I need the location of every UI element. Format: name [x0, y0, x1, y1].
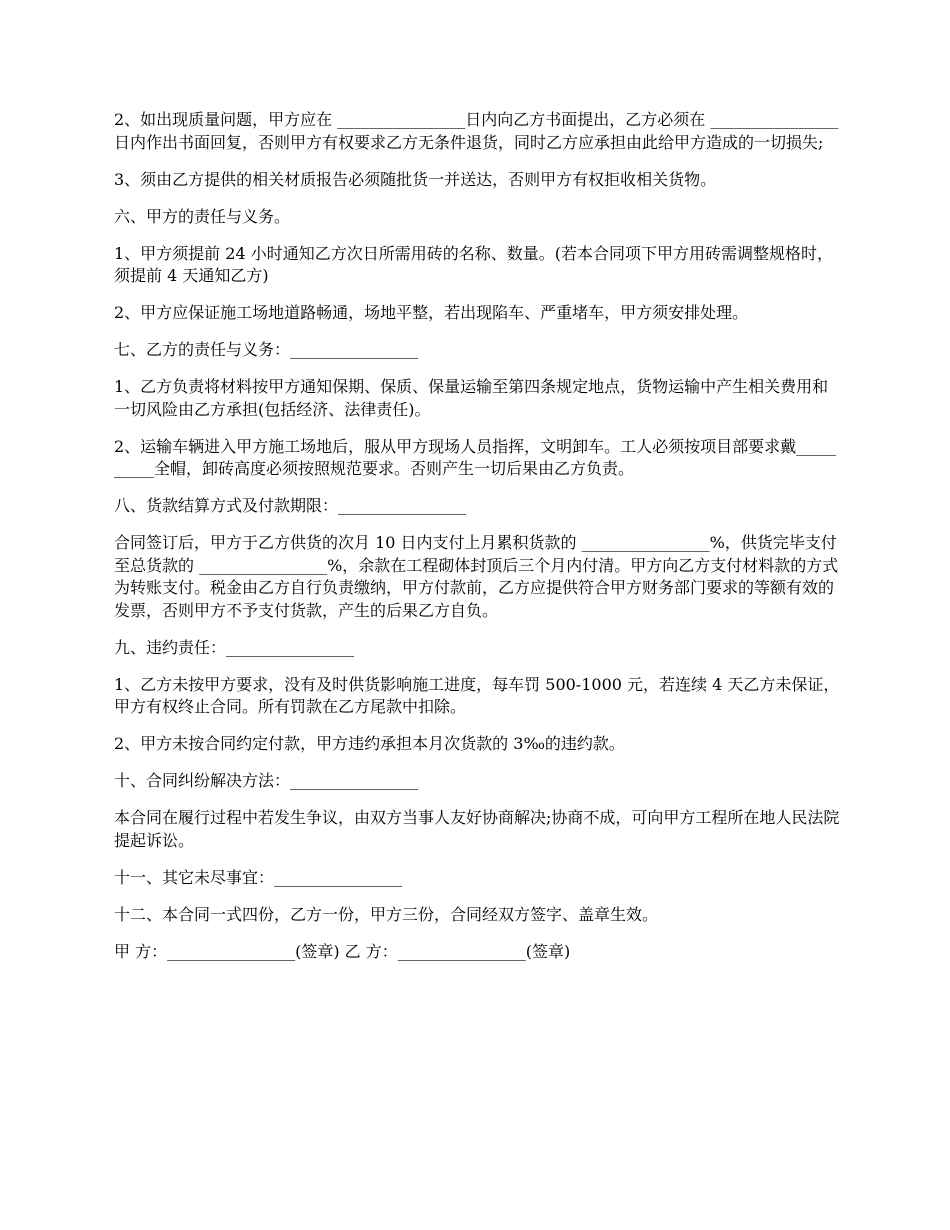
- clause-copies: 十二、本合同一式四份，乙方一份，甲方三份，合同经双方签字、盖章生效。: [114, 904, 659, 924]
- section-heading-disputes: 十、合同纠纷解决方法：________________: [114, 771, 419, 790]
- signature-line: 甲 方：________________(签章) 乙 方：________________(签章): [114, 941, 571, 961]
- clause-supplier-penalty: 1、乙方未按甲方要求，没有及时供货影响施工进度，每车罚 500-1000 元，若连续 4 天乙方未保证，甲方有权终止合同。所有罚款在乙方尾款中扣除。: [114, 674, 840, 716]
- clause-buyer-penalty: 2、甲方未按合同约定付款，甲方违约承担本月次货款的 3‰的违约款。: [114, 734, 625, 753]
- clause-material-report: 3、须由乙方提供的相关材质报告必须随批货一并送达，否则甲方有权拒收相关货物。: [114, 169, 717, 189]
- clause-advance-notice: 1、甲方须提前 24 小时通知乙方次日所需用砖的名称、数量。(若本合同项下甲方用砖需调整规格时，须提前 4 天通知乙方): [114, 243, 833, 285]
- section-heading-liability: 九、违约责任：________________: [114, 637, 355, 657]
- contract-page: [114, 109, 844, 978]
- section-heading-party-a-duties: 六、甲方的责任与义务。: [114, 206, 291, 226]
- section-heading-payment: 八、货款结算方式及付款期限：________________: [114, 496, 467, 515]
- clause-payment-terms: 合同签订后，甲方于乙方供货的次月 10 日内支付上月累积货款的 ________________%，供货完毕支付至总货款的 ________________%，余款在工程砌体封顶后三个月内付清。甲方向乙方支付材料款的方式为转账支付。税金由乙方自行负责缴纳，甲方付款前，乙方应提供符合甲方财务部门要求的等额有效的发票，否则甲方不予支付货款，产生的后果乙方自负。: [114, 533, 839, 620]
- section-heading-other-matters: 十一、其它未尽事宜：________________: [114, 867, 403, 887]
- clause-dispute-resolution: 本合同在履行过程中若发生争议，由双方当事人友好协商解决;协商不成，可向甲方工程所在地人民法院提起诉讼。: [114, 808, 840, 850]
- clause-transport: 1、乙方负责将材料按甲方通知保期、保质、保量运输至第四条规定地点，货物运输中产生相关费用和一切风险由乙方承担(包括经济、法律责任)。: [114, 377, 829, 419]
- section-heading-party-b-duties: 七、乙方的责任与义务：________________: [114, 340, 419, 359]
- clause-unloading: 2、运输车辆进入甲方施工场地后，服从甲方现场人员指挥，文明卸车。工人必须按项目部要求戴__________全帽，卸砖高度必须按照规范要求。否则产生一切后果由乙方负责。: [114, 436, 837, 478]
- clause-quality-issue: 2、如出现质量问题，甲方应在 ________________日内向乙方书面提出，乙方必须在 ________________日内作出书面回复，否则甲方有权要求乙方无条件退货，同时乙方应承担由此给甲方造成的一切损失;: [114, 110, 839, 152]
- clause-site-access: 2、甲方应保证施工场地道路畅通，场地平整，若出现陷车、严重堵车，甲方须安排处理。: [114, 303, 749, 322]
